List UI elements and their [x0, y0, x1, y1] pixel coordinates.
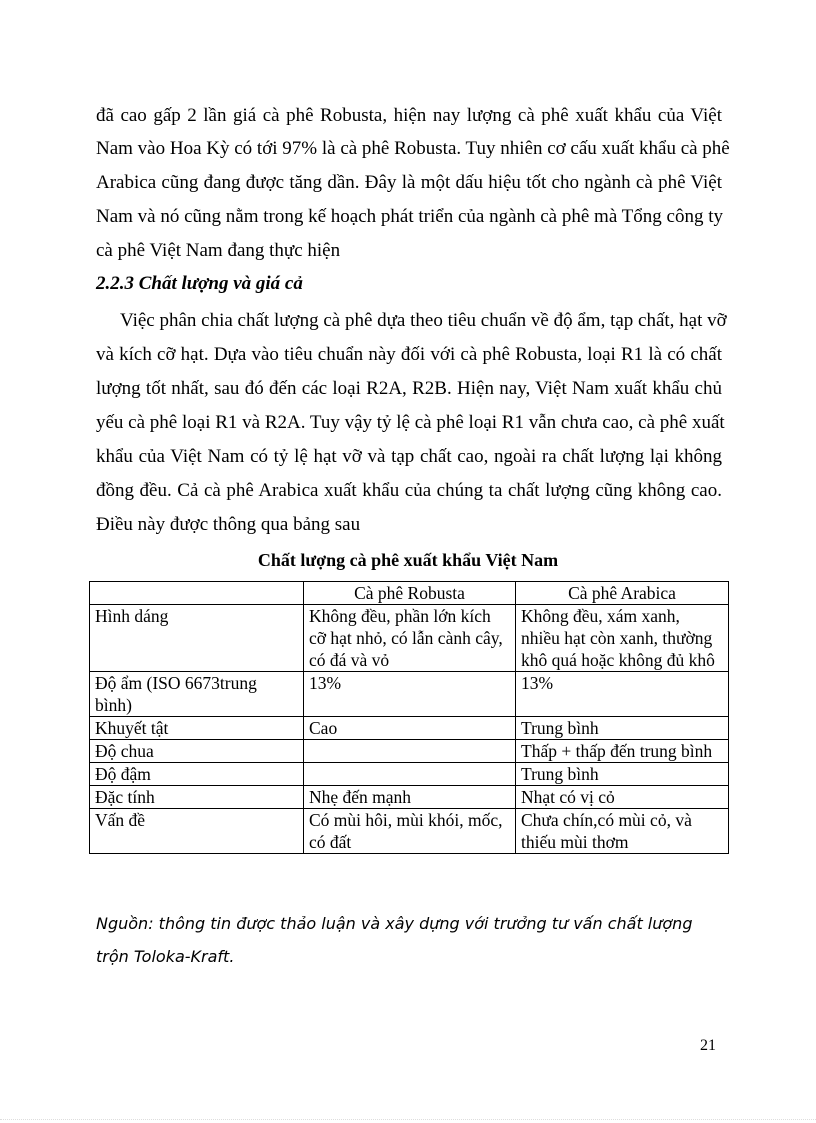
table-cell: Chưa chín,có mùi cỏ, và thiếu mùi thơm [516, 809, 729, 854]
table-title: Chất lượng cà phê xuất khẩu Việt Nam [257, 550, 559, 570]
coffee-quality-table [89, 581, 729, 854]
table-cell: 13% [516, 672, 729, 717]
paragraph-2-line: Điều này được thông qua bảng sau [96, 514, 361, 535]
table-cell: Đặc tính [90, 786, 304, 809]
table-row [90, 786, 729, 809]
table-cell: Nhạt có vị cỏ [516, 786, 729, 809]
source-note: Nguồn: thông tin được thảo luận và xây dựng với trưởng tư vấn chất lượng trộn Toloka-Kraft. [96, 914, 693, 966]
table-cell [304, 740, 516, 763]
table-row [90, 740, 729, 763]
table-cell: Không đều, xám xanh, nhiều hạt còn xanh, thường khô quá hoặc không đủ khô [516, 605, 729, 672]
paragraph-2-line: yếu cà phê loại R1 và R2A. Tuy vậy tỷ lệ cà phê loại R1 vẫn chưa cao, cà phê xuất [96, 412, 725, 433]
table-cell: Độ ẩm (ISO 6673trung bình) [90, 672, 304, 717]
table-header-cell: Cà phê Robusta [304, 582, 516, 605]
table-cell: Trung bình [516, 717, 729, 740]
table-row [90, 717, 729, 740]
table-header-cell: Cà phê Arabica [516, 582, 729, 605]
page-bottom-divider [0, 1119, 816, 1120]
table-cell: Hình dáng [90, 605, 304, 672]
table-cell: Có mùi hôi, mùi khói, mốc, có đất [304, 809, 516, 854]
table-cell: Không đều, phần lớn kích cỡ hạt nhỏ, có lẫn cành cây, có đá và vỏ [304, 605, 516, 672]
table-row [90, 605, 729, 672]
table-cell: Trung bình [516, 763, 729, 786]
paragraph-2-line: lượng tốt nhất, sau đó đến các loại R2A, R2B. Hiện nay, Việt Nam xuất khẩu chủ [96, 378, 722, 399]
table-row [90, 809, 729, 854]
table-cell: Nhẹ đến mạnh [304, 786, 516, 809]
paragraph-1-line: cà phê Việt Nam đang thực hiện [96, 240, 341, 261]
table-row [90, 672, 729, 717]
paragraph-1-line: Nam và nó cũng nằm trong kế hoạch phát triển của ngành cà phê mà Tổng công ty [96, 206, 723, 227]
table-cell: 13% [304, 672, 516, 717]
table-cell: Thấp + thấp đến trung bình [516, 740, 729, 763]
paragraph-1-line: Arabica cũng đang được tăng dần. Đây là một dấu hiệu tốt cho ngành cà phê Việt [96, 172, 722, 193]
table-row [90, 763, 729, 786]
table-cell: Khuyết tật [90, 717, 304, 740]
paragraph-1-line: đã cao gấp 2 lần giá cà phê Robusta, hiện nay lượng cà phê xuất khẩu của Việt [96, 105, 722, 126]
paragraph-2-line: Việc phân chia chất lượng cà phê dựa theo tiêu chuẩn về độ ẩm, tạp chất, hạt vỡ [120, 310, 727, 331]
paragraph-2-line: và kích cỡ hạt. Dựa vào tiêu chuẩn này đối với cà phê Robusta, loại R1 là có chất [96, 344, 722, 365]
table-cell [304, 763, 516, 786]
table-header-cell [90, 582, 304, 605]
paragraph-2-line: khẩu của Việt Nam có tỷ lệ hạt vỡ và tạp chất cao, ngoài ra chất lượng lại không [96, 446, 722, 467]
table-cell: Độ đậm [90, 763, 304, 786]
paragraph-2-line: đồng đều. Cả cà phê Arabica xuất khẩu của chúng ta chất lượng cũng không cao. [96, 480, 722, 501]
table-cell: Vấn đề [90, 809, 304, 854]
paragraph-1-line: Nam vào Hoa Kỳ có tới 97% là cà phê Robusta. Tuy nhiên cơ cấu xuất khẩu cà phê [96, 138, 730, 159]
page-number: 21 [700, 1037, 716, 1054]
table-cell: Cao [304, 717, 516, 740]
table-header-row [90, 582, 729, 605]
table-cell: Độ chua [90, 740, 304, 763]
section-heading: 2.2.3 Chất lượng và giá cả [96, 273, 303, 294]
